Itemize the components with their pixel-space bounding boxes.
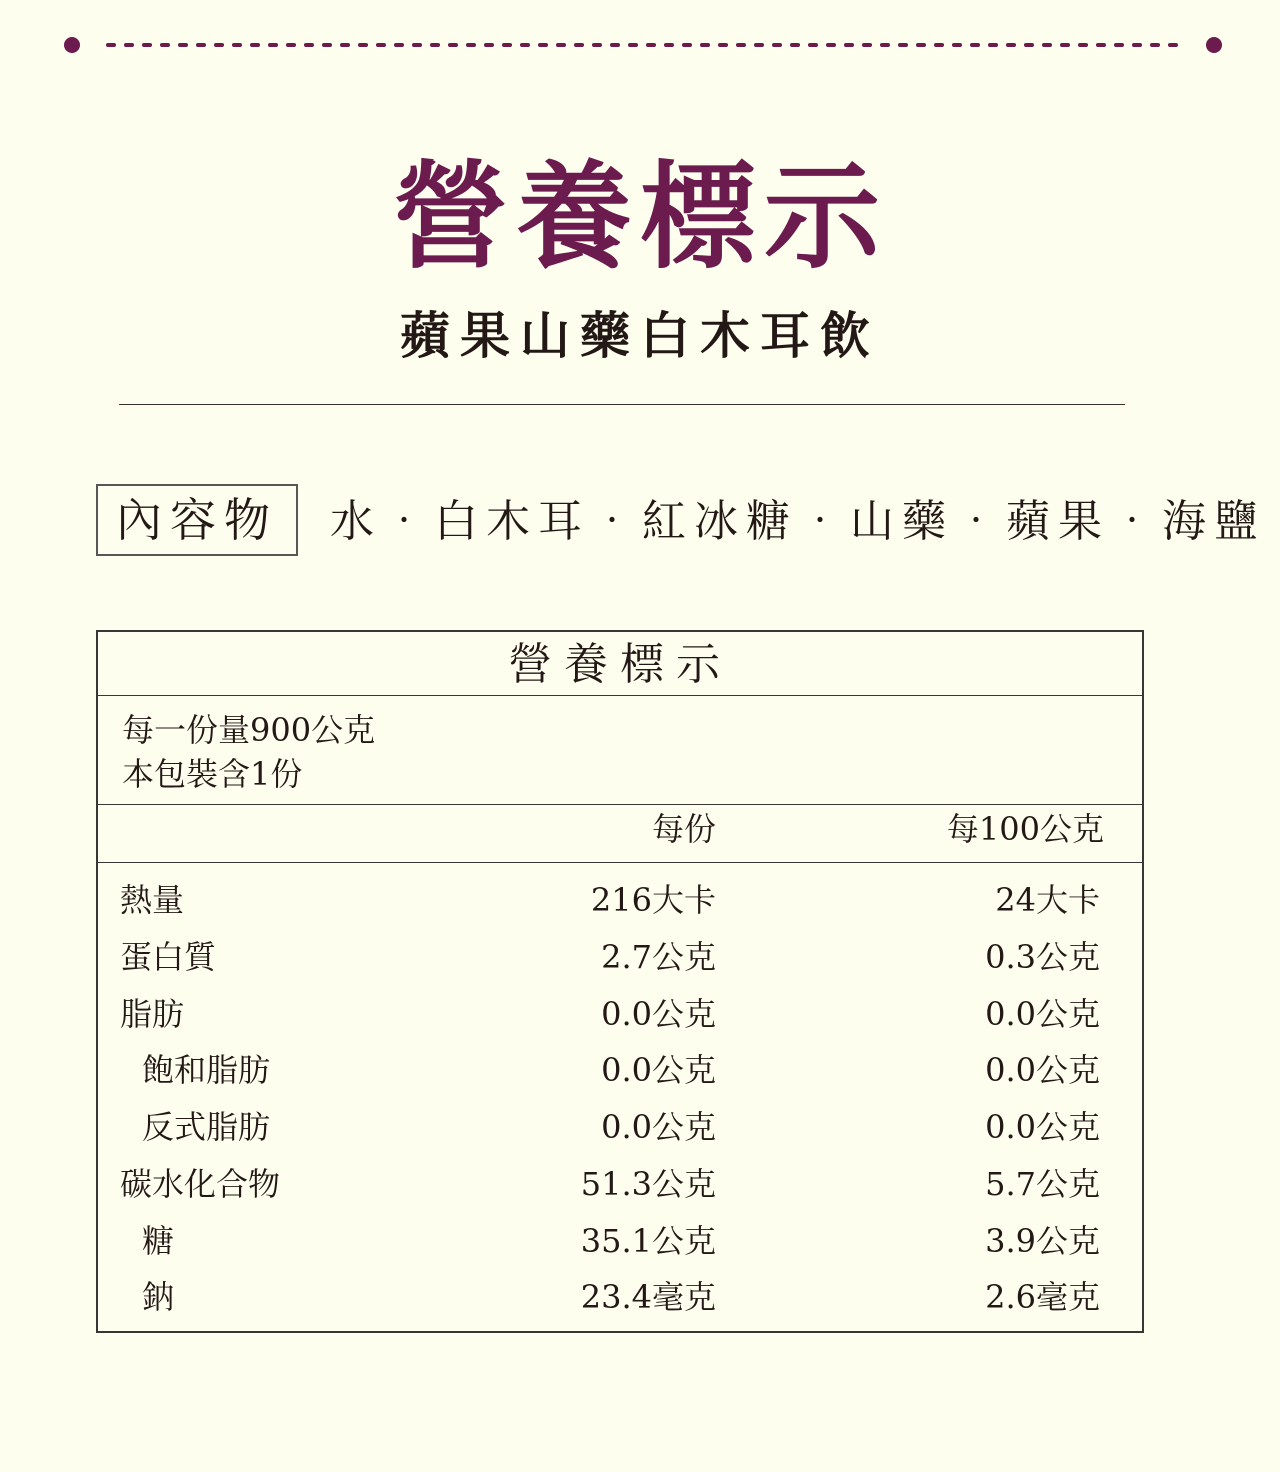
value-per-serving: 0.0公克 xyxy=(601,1051,716,1089)
value-per-100g: 2.6毫克 xyxy=(985,1278,1100,1316)
table-row xyxy=(96,1156,1144,1213)
table-divider xyxy=(98,862,1142,863)
value-per-serving: 216大卡 xyxy=(590,881,716,919)
ingredients-label: 內容物 xyxy=(96,484,298,556)
nutrient-name: 脂肪 xyxy=(120,995,185,1033)
table-row xyxy=(96,929,1144,986)
nutrient-name: 蛋白質 xyxy=(120,938,217,976)
nutrient-name: 飽和脂肪 xyxy=(142,1051,271,1089)
value-per-serving: 0.0公克 xyxy=(601,995,716,1033)
nutrient-name: 糖 xyxy=(142,1222,175,1260)
table-row xyxy=(96,986,1144,1043)
ingredients-list: 水‧白木耳‧紅冰糖‧山藥‧蘋果‧海鹽 xyxy=(330,496,1266,547)
nutrient-name: 鈉 xyxy=(142,1278,175,1316)
column-header-per-serving: 每份 xyxy=(651,810,716,848)
value-per-100g: 0.0公克 xyxy=(985,1051,1100,1089)
table-row xyxy=(96,1213,1144,1270)
column-header-per-100g: 每100公克 xyxy=(946,810,1104,848)
value-per-100g: 0.0公克 xyxy=(985,1108,1100,1146)
serving-size: 每一份量900公克 xyxy=(122,711,376,749)
nutrient-name: 熱量 xyxy=(120,881,185,919)
nutrition-table-title: 營養標示 xyxy=(508,639,732,690)
servings-per-package: 本包裝含1份 xyxy=(122,755,303,793)
table-row xyxy=(96,872,1144,929)
value-per-100g: 0.3公克 xyxy=(985,938,1100,976)
page-title: 營養標示 xyxy=(392,149,888,285)
product-name: 蘋果山藥白木耳飲 xyxy=(400,306,880,365)
table-row xyxy=(96,1269,1144,1326)
value-per-100g: 5.7公克 xyxy=(985,1165,1100,1203)
table-row xyxy=(96,1042,1144,1099)
dotted-divider xyxy=(64,36,1222,54)
nutrient-name: 碳水化合物 xyxy=(120,1165,281,1203)
value-per-serving: 0.0公克 xyxy=(601,1108,716,1146)
value-per-serving: 35.1公克 xyxy=(580,1222,716,1260)
divider-line xyxy=(119,404,1125,405)
value-per-100g: 3.9公克 xyxy=(985,1222,1100,1260)
value-per-serving: 51.3公克 xyxy=(580,1165,716,1203)
table-row xyxy=(96,1099,1144,1156)
value-per-serving: 23.4毫克 xyxy=(580,1278,716,1316)
value-per-100g: 0.0公克 xyxy=(985,995,1100,1033)
value-per-100g: 24大卡 xyxy=(995,881,1100,919)
nutrient-name: 反式脂肪 xyxy=(142,1108,271,1146)
value-per-serving: 2.7公克 xyxy=(601,938,716,976)
table-divider xyxy=(98,695,1142,696)
table-divider xyxy=(98,804,1142,805)
